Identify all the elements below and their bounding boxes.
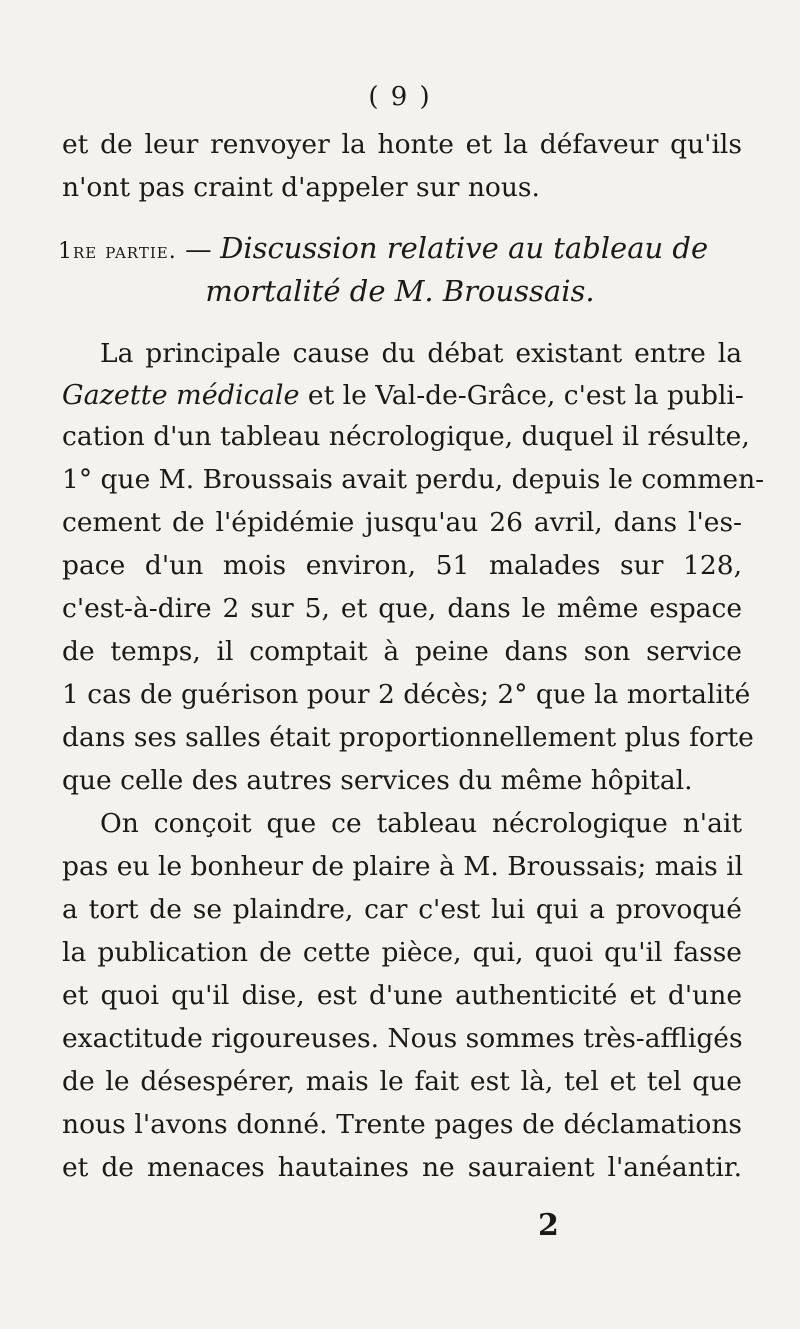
text-line: 1° que M. Broussais avait perdu, depuis le commen- — [62, 464, 765, 495]
part-label: 1re partie. — [58, 239, 177, 264]
heading-title-line1: Discussion relative au tableau de — [220, 231, 709, 265]
text-line: et de menaces hautaines ne sauraient l'anéantir. — [62, 1152, 742, 1183]
text-line: et de leur renvoyer la honte et la défaveur qu'ils — [62, 129, 742, 160]
text-line: la publication de cette pièce, qui, quoi qu'il fasse — [62, 937, 742, 968]
section-heading-line2 — [0, 271, 800, 313]
signature-mark: 2 — [538, 1208, 559, 1243]
heading-title-line2: mortalité de M. Broussais. — [205, 274, 595, 308]
text-line: exactitude rigoureuses. Nous sommes très-affligés — [62, 1023, 743, 1054]
text-line: nous l'avons donné. Trente pages de déclamations — [62, 1109, 742, 1140]
text-line: c'est-à-dire 2 sur 5, et que, dans le même espace — [62, 593, 742, 624]
text-line: cement de l'épidémie jusqu'au 26 avril, dans l'es- — [62, 507, 742, 538]
text-line: On conçoit que ce tableau nécrologique n'ait — [100, 808, 742, 839]
text-line: de le désespérer, mais le fait est là, tel et tel que — [62, 1066, 742, 1097]
gazette-title: Gazette médicale — [62, 380, 300, 411]
text-line: pace d'un mois environ, 51 malades sur 128, — [62, 550, 742, 581]
text-line: a tort de se plaindre, car c'est lui qui a provoqué — [62, 894, 742, 925]
text-line: cation d'un tableau nécrologique, duquel il résulte, — [62, 421, 750, 452]
section-heading — [58, 228, 748, 272]
gazette-rest: et le Val-de-Grâce, c'est la publi- — [299, 380, 744, 411]
text-line: de temps, il comptait à peine dans son service — [62, 636, 742, 667]
text-line: 1 cas de guérison pour 2 décès; 2° que la mortalité — [62, 679, 751, 710]
text-line — [62, 376, 742, 416]
text-line: que celle des autres services du même hôpital. — [62, 765, 693, 796]
text-line: La principale cause du débat existant entre la — [100, 338, 742, 369]
page-number: ( 9 ) — [368, 82, 432, 112]
heading-dash: — — [185, 234, 212, 265]
text-line: pas eu le bonheur de plaire à M. Broussais; mais il — [62, 851, 744, 882]
text-line: n'ont pas craint d'appeler sur nous. — [62, 172, 540, 203]
text-line: et quoi qu'il dise, est d'une authenticité et d'une — [62, 980, 742, 1011]
text-line: dans ses salles était proportionnellement plus forte — [62, 722, 754, 753]
